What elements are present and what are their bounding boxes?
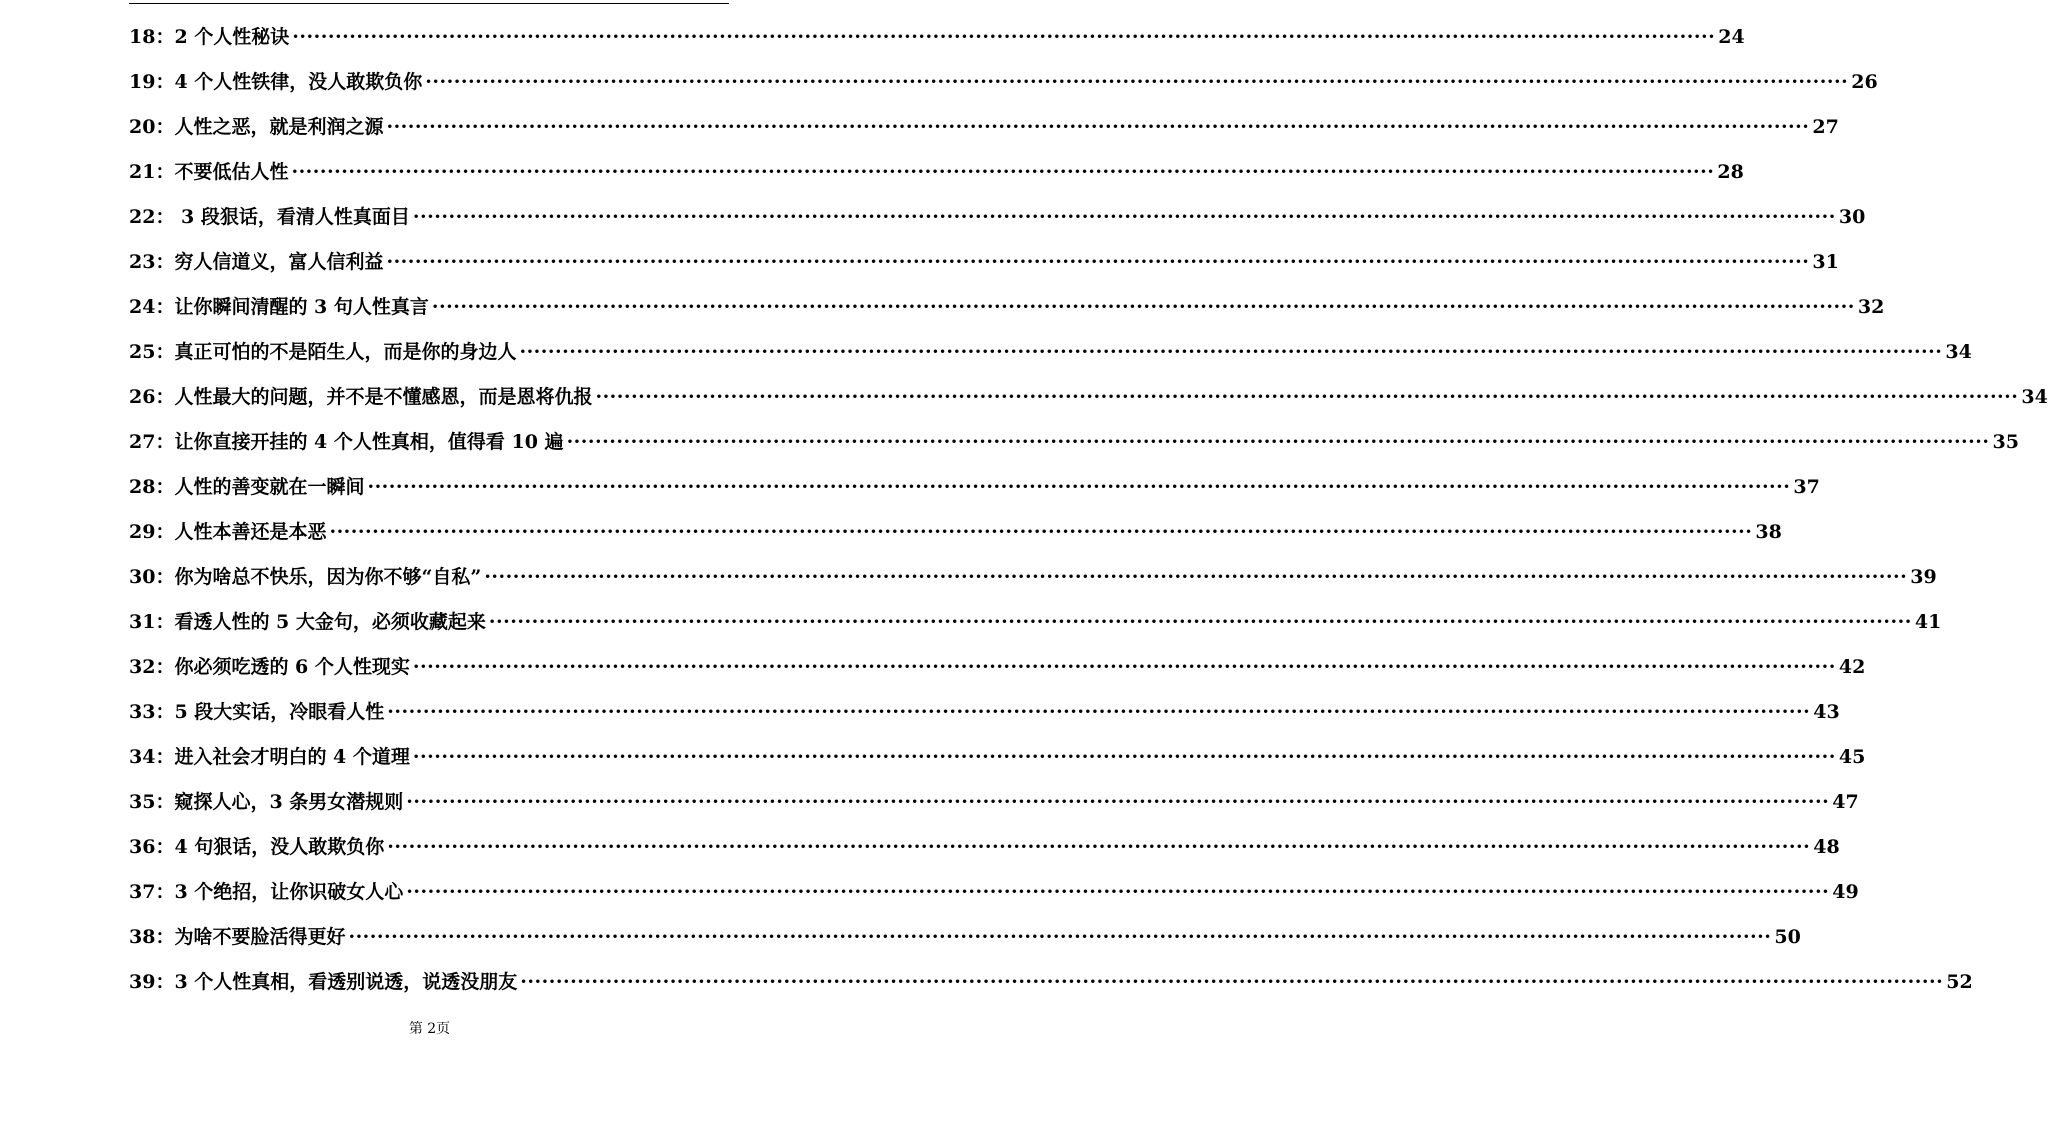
toc-entry-title: 22： 3 段狠话，看清人性真面目 xyxy=(129,206,410,228)
toc-dot-leader: ········································································································································································································ xyxy=(386,251,1810,273)
toc-dot-leader: ········································································································································································································ xyxy=(484,566,1908,588)
toc-entry[interactable] xyxy=(129,67,1878,112)
toc-entry-title: 19：4 个人性铁律，没人敢欺负你 xyxy=(129,71,423,93)
toc-entry-page-number: 48 xyxy=(1813,836,1840,858)
toc-dot-leader: ········································································································································································································ xyxy=(291,161,1715,183)
toc-entry[interactable] xyxy=(129,832,1840,877)
toc-entry-page-number: 26 xyxy=(1851,71,1878,93)
toc-entry[interactable] xyxy=(129,22,1745,67)
toc-dot-leader: ········································································································································································································ xyxy=(387,701,1811,723)
toc-entry-title: 29：人性本善还是本恶 xyxy=(129,521,327,543)
toc-entry-page-number: 32 xyxy=(1857,296,1885,318)
toc-entry[interactable] xyxy=(129,337,1972,382)
toc-entry[interactable] xyxy=(129,472,1820,517)
toc-entry-title: 31：看透人性的 5 大金句，必须收藏起来 xyxy=(129,611,486,633)
toc-dot-leader: ········································································································································································································ xyxy=(412,206,1836,228)
toc-entry[interactable] xyxy=(129,652,1866,697)
toc-dot-leader: ········································································································································································································ xyxy=(520,971,1944,993)
toc-entry-page-number: 42 xyxy=(1838,656,1866,678)
toc-entry[interactable] xyxy=(129,697,1840,742)
toc-entry-page-number: 49 xyxy=(1832,881,1859,903)
toc-entry[interactable] xyxy=(129,607,1942,652)
toc-dot-leader: ········································································································································································································ xyxy=(488,611,1912,633)
toc-entry[interactable] xyxy=(129,157,1744,202)
toc-dot-leader: ········································································································································································································ xyxy=(292,26,1716,48)
toc-entry-page-number: 34 xyxy=(1945,341,1972,363)
toc-dot-leader: ········································································································································································································ xyxy=(412,746,1836,768)
toc-entry-title: 35：窥探人心，3 条男女潜规则 xyxy=(129,791,404,813)
toc-entry-title: 28：人性的善变就在一瞬间 xyxy=(129,476,365,498)
toc-entry-title: 25：真正可怕的不是陌生人，而是你的身边人 xyxy=(129,341,517,363)
toc-entry[interactable] xyxy=(129,382,2048,427)
toc-entry-title: 34：进入社会才明白的 4 个道理 xyxy=(129,746,410,768)
toc-entry-page-number: 35 xyxy=(1992,431,2019,453)
toc-dot-leader: ········································································································································································································ xyxy=(431,296,1855,318)
toc-entry[interactable] xyxy=(129,877,1859,922)
toc-entry-page-number: 34 xyxy=(2021,386,2048,408)
toc-entry-title: 36：4 句狠话，没人敢欺负你 xyxy=(129,836,385,858)
toc-entry[interactable] xyxy=(129,112,1839,157)
toc-entry-page-number: 43 xyxy=(1813,701,1840,723)
page-number: 第 2页 xyxy=(408,1021,451,1037)
toc-dot-leader: ········································································································································································································ xyxy=(595,386,2019,408)
toc-entry-title: 20：人性之恶，就是利润之源 xyxy=(129,116,384,138)
toc-entry[interactable] xyxy=(129,517,1782,562)
toc-entry-title: 23：穷人信道义，富人信利益 xyxy=(129,251,384,273)
toc-entry[interactable] xyxy=(129,427,2019,472)
toc-dot-leader: ········································································································································································································ xyxy=(386,116,1810,138)
toc-entry[interactable] xyxy=(129,202,1866,247)
toc-dot-leader: ········································································································································································································ xyxy=(406,791,1830,813)
toc-entry-page-number: 24 xyxy=(1718,26,1745,48)
toc-entry[interactable] xyxy=(129,922,1801,967)
toc-entry-title: 27：让你直接开挂的 4 个人性真相，值得看 10 遍 xyxy=(129,431,564,453)
table-of-contents xyxy=(129,22,2048,1012)
toc-entry-title: 21：不要低估人性 xyxy=(129,161,289,183)
toc-entry-page-number: 31 xyxy=(1812,251,1839,273)
toc-entry-title: 18：2 个人性秘诀 xyxy=(129,26,290,48)
toc-dot-leader: ········································································································································································································ xyxy=(329,521,1753,543)
toc-entry-title: 30：你为啥总不快乐，因为你不够“自私” xyxy=(129,566,482,588)
toc-entry[interactable] xyxy=(129,562,1937,607)
toc-entry[interactable] xyxy=(129,787,1859,832)
toc-entry-page-number: 27 xyxy=(1812,116,1839,138)
toc-dot-leader: ········································································································································································································ xyxy=(348,926,1772,948)
header-rule xyxy=(129,3,729,4)
toc-dot-leader: ········································································································································································································ xyxy=(566,431,1990,453)
toc-entry-title: 24：让你瞬间清醒的 3 句人性真言 xyxy=(129,296,429,318)
toc-entry[interactable] xyxy=(129,967,1973,1012)
toc-entry[interactable] xyxy=(129,247,1839,292)
toc-entry-page-number: 39 xyxy=(1910,566,1937,588)
toc-entry-page-number: 30 xyxy=(1838,206,1866,228)
toc-entry-page-number: 28 xyxy=(1717,161,1744,183)
toc-entry-title: 33：5 段大实话，冷眼看人性 xyxy=(129,701,385,723)
toc-dot-leader: ········································································································································································································ xyxy=(519,341,1943,363)
toc-dot-leader: ········································································································································································································ xyxy=(367,476,1791,498)
toc-entry-title: 26：人性最大的问题，并不是不懂感恩，而是恩将仇报 xyxy=(129,386,593,408)
toc-entry-title: 38：为啥不要脸活得更好 xyxy=(129,926,346,948)
toc-entry-page-number: 47 xyxy=(1832,791,1859,813)
toc-entry-page-number: 37 xyxy=(1793,476,1820,498)
toc-entry-page-number: 52 xyxy=(1946,971,1973,993)
toc-entry[interactable] xyxy=(129,292,1885,337)
toc-entry-page-number: 45 xyxy=(1838,746,1866,768)
toc-dot-leader: ········································································································································································································ xyxy=(425,71,1849,93)
toc-entry-title: 39：3 个人性真相，看透别说透，说透没朋友 xyxy=(129,971,518,993)
toc-entry-page-number: 41 xyxy=(1914,611,1942,633)
toc-dot-leader: ········································································································································································································ xyxy=(406,881,1830,903)
toc-entry-title: 32：你必须吃透的 6 个人性现实 xyxy=(129,656,410,678)
toc-entry[interactable] xyxy=(129,742,1866,787)
toc-entry-page-number: 38 xyxy=(1755,521,1782,543)
toc-dot-leader: ········································································································································································································ xyxy=(387,836,1811,858)
toc-dot-leader: ········································································································································································································ xyxy=(412,656,1836,678)
toc-entry-title: 37：3 个绝招，让你识破女人心 xyxy=(129,881,404,903)
toc-entry-page-number: 50 xyxy=(1774,926,1801,948)
